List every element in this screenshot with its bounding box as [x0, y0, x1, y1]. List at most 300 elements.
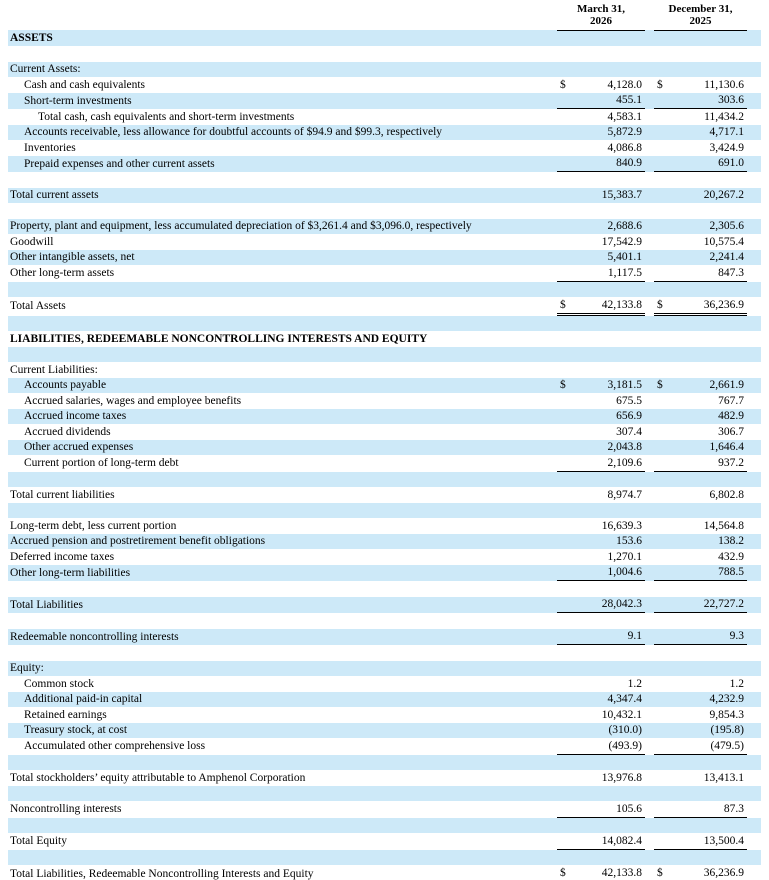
value-march-2026 [557, 77, 645, 93]
spacer-cell [8, 503, 761, 519]
row-label: Long-term debt, less current portion [10, 519, 177, 532]
row-endpad-cell [747, 62, 761, 78]
table-row [8, 534, 761, 550]
table-row [8, 738, 761, 754]
row-endpad-cell [747, 723, 761, 739]
column-gap-cell [645, 77, 654, 93]
value-march-2026 [557, 265, 645, 281]
value-december-2025 [654, 393, 747, 409]
value-december-2025 [654, 833, 747, 849]
value-march-2026 [557, 865, 645, 880]
table-row [8, 378, 761, 394]
row-endpad-cell [747, 362, 761, 378]
column-gap-cell [645, 265, 654, 281]
value-december-2025 [654, 109, 747, 125]
dollar-sign: $ [657, 866, 663, 879]
row-endpad-cell [747, 738, 761, 754]
column-gap-cell [645, 833, 654, 849]
column-gap-cell [645, 801, 654, 817]
row-label: Accumulated other comprehensive loss [24, 740, 206, 752]
value-march-2026-text: 1,270.1 [607, 550, 642, 563]
value-december-2025 [654, 297, 747, 314]
table-row [8, 424, 761, 440]
spacer-cell [8, 613, 761, 629]
row-label: Other long-term assets [10, 267, 115, 279]
row-label: Total current assets [10, 189, 99, 201]
column-gap-cell [645, 219, 654, 235]
row-label: Noncontrolling interests [10, 803, 122, 815]
dollar-sign: $ [560, 379, 566, 391]
spacer-cell [8, 754, 761, 770]
value-march-2026 [557, 661, 645, 677]
value-december-2025-text: 306.7 [718, 425, 744, 438]
value-march-2026-text: 10,432.1 [601, 708, 642, 721]
dollar-sign: $ [657, 298, 663, 311]
value-march-2026 [557, 629, 645, 645]
spacer-cell [8, 817, 761, 833]
value-march-2026-text: 105.6 [616, 802, 642, 815]
value-march-2026-text: 455.1 [616, 94, 642, 106]
column-gap-cell [645, 331, 654, 347]
column-header-date-line2: 2025 [689, 15, 712, 27]
value-december-2025-text: 6,802.8 [709, 488, 744, 501]
spacer-row [8, 281, 761, 297]
value-december-2025-text: 10,575.4 [703, 235, 744, 248]
value-december-2025-text: 303.6 [718, 94, 744, 106]
value-december-2025-text: 788.5 [718, 566, 744, 578]
spacer-row [8, 786, 761, 802]
row-endpad-cell [747, 125, 761, 141]
column-gap-cell [645, 188, 654, 204]
value-december-2025-text: 937.2 [718, 456, 744, 469]
column-gap-cell [645, 597, 654, 613]
spacer-row [8, 581, 761, 597]
value-march-2026 [557, 378, 645, 394]
value-december-2025-text: 138.2 [718, 535, 744, 547]
value-march-2026-text: 14,082.4 [601, 834, 642, 847]
row-label: Total Assets [10, 300, 66, 312]
column-header-march-2026 [557, 2, 645, 30]
value-december-2025-text: 2,241.4 [709, 251, 744, 263]
value-march-2026-text: 15,383.7 [601, 189, 642, 201]
value-december-2025-text: 9.3 [729, 630, 744, 642]
value-march-2026 [557, 424, 645, 440]
spacer-cell [8, 46, 761, 62]
value-december-2025 [654, 661, 747, 677]
value-march-2026 [557, 156, 645, 172]
spacer-row [8, 503, 761, 519]
spacer-row [8, 754, 761, 770]
value-december-2025-text: 87.3 [723, 802, 744, 815]
value-december-2025 [654, 549, 747, 565]
row-label: Total Liabilities, Redeemable Noncontrolling Interests and Equity [10, 868, 314, 880]
table-row [8, 661, 761, 677]
table-row [8, 707, 761, 723]
column-header-december-2025 [654, 2, 747, 30]
spacer-row [8, 645, 761, 661]
row-label: Current portion of long-term debt [24, 457, 179, 469]
value-march-2026-text: 17,542.9 [601, 235, 642, 248]
row-label: Accounts payable [24, 379, 107, 391]
row-endpad-cell [747, 77, 761, 93]
value-march-2026-text: 42,133.8 [601, 866, 642, 879]
value-march-2026-text: 5,872.9 [607, 126, 642, 138]
row-endpad-cell [747, 93, 761, 109]
row-label: Other accrued expenses [24, 441, 134, 453]
value-december-2025 [654, 518, 747, 534]
table-row [8, 692, 761, 708]
row-endpad-cell [747, 219, 761, 235]
row-label: Treasury stock, at cost [24, 724, 128, 736]
spacer-cell [8, 581, 761, 597]
table-row [8, 62, 761, 78]
value-december-2025 [654, 140, 747, 156]
value-march-2026-text: 8,974.7 [607, 488, 642, 501]
spacer-row [8, 314, 761, 331]
value-december-2025 [654, 250, 747, 266]
value-march-2026-text: 1,117.5 [607, 266, 642, 279]
row-endpad-cell [747, 109, 761, 125]
spacer-row [8, 172, 761, 188]
spacer-row [8, 46, 761, 62]
row-label: Common stock [24, 677, 94, 690]
row-endpad-cell [747, 265, 761, 281]
table-row [8, 77, 761, 93]
row-label: Additional paid-in capital [24, 693, 143, 705]
spacer-cell [8, 314, 761, 331]
value-march-2026 [557, 93, 645, 109]
column-gap [645, 2, 654, 30]
table-row [8, 455, 761, 471]
value-march-2026 [557, 362, 645, 378]
value-december-2025 [654, 597, 747, 613]
table-row [8, 833, 761, 849]
value-december-2025-text: 482.9 [718, 410, 744, 422]
value-march-2026-text: (493.9) [608, 739, 642, 752]
value-december-2025-text: 9,854.3 [709, 708, 744, 721]
value-march-2026 [557, 549, 645, 565]
value-march-2026-text: 4,583.1 [607, 110, 642, 123]
dollar-sign: $ [657, 379, 663, 391]
value-march-2026-text: 9.1 [627, 630, 642, 642]
table-row [8, 393, 761, 409]
row-label: Accrued income taxes [24, 410, 127, 422]
value-december-2025 [654, 265, 747, 281]
spacer-cell [8, 172, 761, 188]
row-label: ASSETS [10, 32, 53, 44]
row-endpad-cell [747, 250, 761, 266]
value-december-2025-text: 11,130.6 [704, 78, 744, 91]
row-label: Equity: [10, 662, 44, 674]
table-row [8, 30, 761, 46]
row-endpad-cell [747, 378, 761, 394]
column-header-date-line1: March 31, [576, 2, 626, 15]
row-endpad-cell [747, 661, 761, 677]
row-label: Total Equity [10, 835, 68, 847]
column-gap-cell [645, 455, 654, 471]
value-march-2026 [557, 250, 645, 266]
table-row [8, 265, 761, 281]
row-label: Accrued pension and postretirement benefit obligations [10, 535, 266, 547]
column-gap-cell [645, 140, 654, 156]
value-december-2025 [654, 219, 747, 235]
dollar-sign: $ [657, 78, 663, 91]
table-row [8, 801, 761, 817]
value-december-2025-text: 13,413.1 [703, 771, 744, 784]
column-header-date-line2: 2026 [590, 15, 612, 27]
value-march-2026 [557, 188, 645, 204]
value-march-2026 [557, 455, 645, 471]
row-label: Accounts receivable, less allowance for doubtful accounts of $94.9 and $99.3, respectively [24, 126, 443, 138]
column-gap-cell [645, 234, 654, 250]
spacer-row [8, 849, 761, 865]
column-gap-cell [645, 30, 654, 46]
spacer-cell [8, 849, 761, 865]
value-march-2026-text: 2,043.8 [607, 441, 642, 453]
value-march-2026 [557, 140, 645, 156]
row-endpad-cell [747, 707, 761, 723]
value-march-2026-text: 16,639.3 [601, 519, 642, 532]
value-december-2025 [654, 93, 747, 109]
value-december-2025-text: 13,500.4 [703, 834, 744, 847]
value-december-2025 [654, 156, 747, 172]
column-gap-cell [645, 440, 654, 456]
value-march-2026-text: 4,086.8 [607, 141, 642, 154]
value-march-2026 [557, 62, 645, 78]
value-march-2026 [557, 707, 645, 723]
table-row [8, 93, 761, 109]
value-march-2026-text: 840.9 [616, 157, 642, 169]
table-row [8, 549, 761, 565]
value-march-2026 [557, 518, 645, 534]
column-gap-cell [645, 424, 654, 440]
value-december-2025-text: 2,661.9 [709, 379, 744, 391]
value-december-2025-text: 11,434.2 [704, 110, 744, 123]
table-header [8, 2, 761, 30]
value-december-2025-text: 691.0 [718, 157, 744, 169]
row-label: Retained earnings [24, 708, 107, 721]
row-endpad-cell [747, 140, 761, 156]
column-gap-cell [645, 629, 654, 645]
row-endpad-cell [747, 549, 761, 565]
value-march-2026 [557, 833, 645, 849]
value-march-2026 [557, 676, 645, 692]
row-label: Total current liabilities [10, 488, 115, 501]
value-march-2026 [557, 30, 645, 46]
value-december-2025-text: 4,232.9 [709, 693, 744, 705]
value-march-2026-text: 42,133.8 [601, 298, 642, 311]
dollar-sign: $ [560, 298, 566, 311]
column-gap-cell [645, 250, 654, 266]
value-december-2025-text: 847.3 [718, 266, 744, 279]
spacer-cell [8, 281, 761, 297]
row-label: Total cash, cash equivalents and short-term investments [38, 110, 295, 123]
value-december-2025 [654, 565, 747, 581]
value-december-2025-text: (479.5) [710, 739, 744, 752]
table-row [8, 518, 761, 534]
row-label: Property, plant and equipment, less accumulated depreciation of $3,261.4 and $3,096.0, respectively [10, 220, 472, 232]
row-endpad-cell [747, 865, 761, 880]
value-december-2025-text: 36,236.9 [703, 866, 744, 879]
value-march-2026-text: 1.2 [627, 677, 642, 690]
value-march-2026 [557, 109, 645, 125]
value-march-2026-text: 4,128.0 [607, 78, 642, 91]
value-december-2025 [654, 629, 747, 645]
value-march-2026 [557, 125, 645, 141]
table-row [8, 297, 761, 314]
label-column-header [8, 2, 557, 30]
row-label: Other long-term liabilities [10, 566, 131, 579]
value-march-2026 [557, 297, 645, 314]
value-march-2026 [557, 565, 645, 581]
table-row [8, 331, 761, 347]
table-row [8, 629, 761, 645]
value-december-2025 [654, 534, 747, 550]
row-label: Accrued dividends [24, 425, 111, 438]
column-gap-cell [645, 565, 654, 581]
row-endpad-cell [747, 833, 761, 849]
value-december-2025-text: 20,267.2 [703, 189, 744, 201]
value-december-2025 [654, 707, 747, 723]
value-march-2026-text: 675.5 [616, 394, 642, 407]
balance-sheet-table [8, 2, 761, 880]
spacer-cell [8, 347, 761, 363]
value-march-2026 [557, 801, 645, 817]
column-gap-cell [645, 93, 654, 109]
value-december-2025 [654, 188, 747, 204]
value-march-2026-text: (310.0) [608, 724, 642, 736]
table-row [8, 597, 761, 613]
column-gap-cell [645, 156, 654, 172]
spacer-row [8, 471, 761, 487]
row-endpad-cell [747, 534, 761, 550]
value-march-2026 [557, 234, 645, 250]
value-december-2025 [654, 125, 747, 141]
value-march-2026 [557, 738, 645, 754]
spacer-row [8, 347, 761, 363]
row-label: Cash and cash equivalents [24, 78, 146, 91]
row-label: Short-term investments [24, 94, 132, 107]
column-header-row [8, 2, 761, 30]
row-label: Accrued salaries, wages and employee benefits [24, 394, 242, 407]
value-december-2025 [654, 770, 747, 786]
row-label: Total stockholders’ equity attributable to Amphenol Corporation [10, 771, 306, 784]
row-endpad-cell [747, 692, 761, 708]
column-gap-cell [645, 865, 654, 880]
row-endpad-cell [747, 455, 761, 471]
value-march-2026-text: 2,109.6 [607, 456, 642, 469]
column-gap-cell [645, 409, 654, 425]
value-march-2026-text: 13,976.8 [601, 771, 642, 784]
row-label: Total Liabilities [10, 598, 83, 611]
spacer-row [8, 817, 761, 833]
spacer-cell [8, 786, 761, 802]
row-label: Other intangible assets, net [10, 251, 135, 263]
value-december-2025-text: 36,236.9 [703, 298, 744, 311]
value-december-2025-text: 22,727.2 [703, 598, 744, 610]
table-body [8, 30, 761, 880]
row-endpad-cell [747, 518, 761, 534]
column-gap-cell [645, 692, 654, 708]
value-december-2025-text: 767.7 [718, 394, 744, 407]
table-row [8, 723, 761, 739]
row-label: Redeemable noncontrolling interests [10, 630, 179, 643]
column-gap-cell [645, 738, 654, 754]
value-march-2026 [557, 692, 645, 708]
row-endpad-cell [747, 30, 761, 46]
value-march-2026 [557, 534, 645, 550]
value-december-2025 [654, 331, 747, 347]
table-row [8, 770, 761, 786]
value-december-2025 [654, 30, 747, 46]
spacer-cell [8, 645, 761, 661]
column-gap-cell [645, 707, 654, 723]
value-december-2025-text: 14,564.8 [703, 519, 744, 532]
value-december-2025-text: 1,646.4 [709, 441, 744, 453]
table-row [8, 125, 761, 141]
row-endpad-cell [747, 629, 761, 645]
value-december-2025-text: 4,717.1 [709, 126, 744, 138]
column-endpad [747, 2, 761, 30]
value-december-2025 [654, 801, 747, 817]
value-march-2026-text: 5,401.1 [607, 251, 642, 263]
row-label: Current Liabilities: [10, 363, 98, 376]
table-row [8, 409, 761, 425]
value-december-2025-text: 2,305.6 [709, 220, 744, 232]
value-december-2025 [654, 723, 747, 739]
column-gap-cell [645, 549, 654, 565]
column-gap-cell [645, 487, 654, 503]
value-march-2026-text: 1,004.6 [607, 566, 642, 578]
value-december-2025 [654, 676, 747, 692]
column-gap-cell [645, 62, 654, 78]
row-endpad-cell [747, 565, 761, 581]
table-row [8, 487, 761, 503]
column-gap-cell [645, 109, 654, 125]
value-december-2025 [654, 378, 747, 394]
table-row [8, 362, 761, 378]
table-row [8, 865, 761, 880]
row-endpad-cell [747, 487, 761, 503]
dollar-sign: $ [560, 866, 566, 879]
table-row [8, 440, 761, 456]
value-march-2026-text: 3,181.5 [607, 379, 642, 391]
row-endpad-cell [747, 234, 761, 250]
value-december-2025-text: 1.2 [729, 677, 744, 690]
value-december-2025 [654, 234, 747, 250]
row-label: Inventories [24, 141, 76, 154]
dollar-sign: $ [560, 78, 566, 91]
table-row [8, 188, 761, 204]
value-march-2026 [557, 409, 645, 425]
row-endpad-cell [747, 297, 761, 314]
row-endpad-cell [747, 440, 761, 456]
value-march-2026-text: 307.4 [616, 425, 642, 438]
row-label: LIABILITIES, REDEEMABLE NONCONTROLLING INTERESTS AND EQUITY [10, 332, 428, 345]
row-endpad-cell [747, 188, 761, 204]
column-gap-cell [645, 770, 654, 786]
value-march-2026 [557, 487, 645, 503]
value-march-2026-text: 656.9 [616, 410, 642, 422]
value-december-2025 [654, 77, 747, 93]
table-row [8, 156, 761, 172]
value-december-2025 [654, 692, 747, 708]
column-gap-cell [645, 378, 654, 394]
value-december-2025 [654, 362, 747, 378]
column-gap-cell [645, 125, 654, 141]
value-december-2025 [654, 487, 747, 503]
column-gap-cell [645, 518, 654, 534]
